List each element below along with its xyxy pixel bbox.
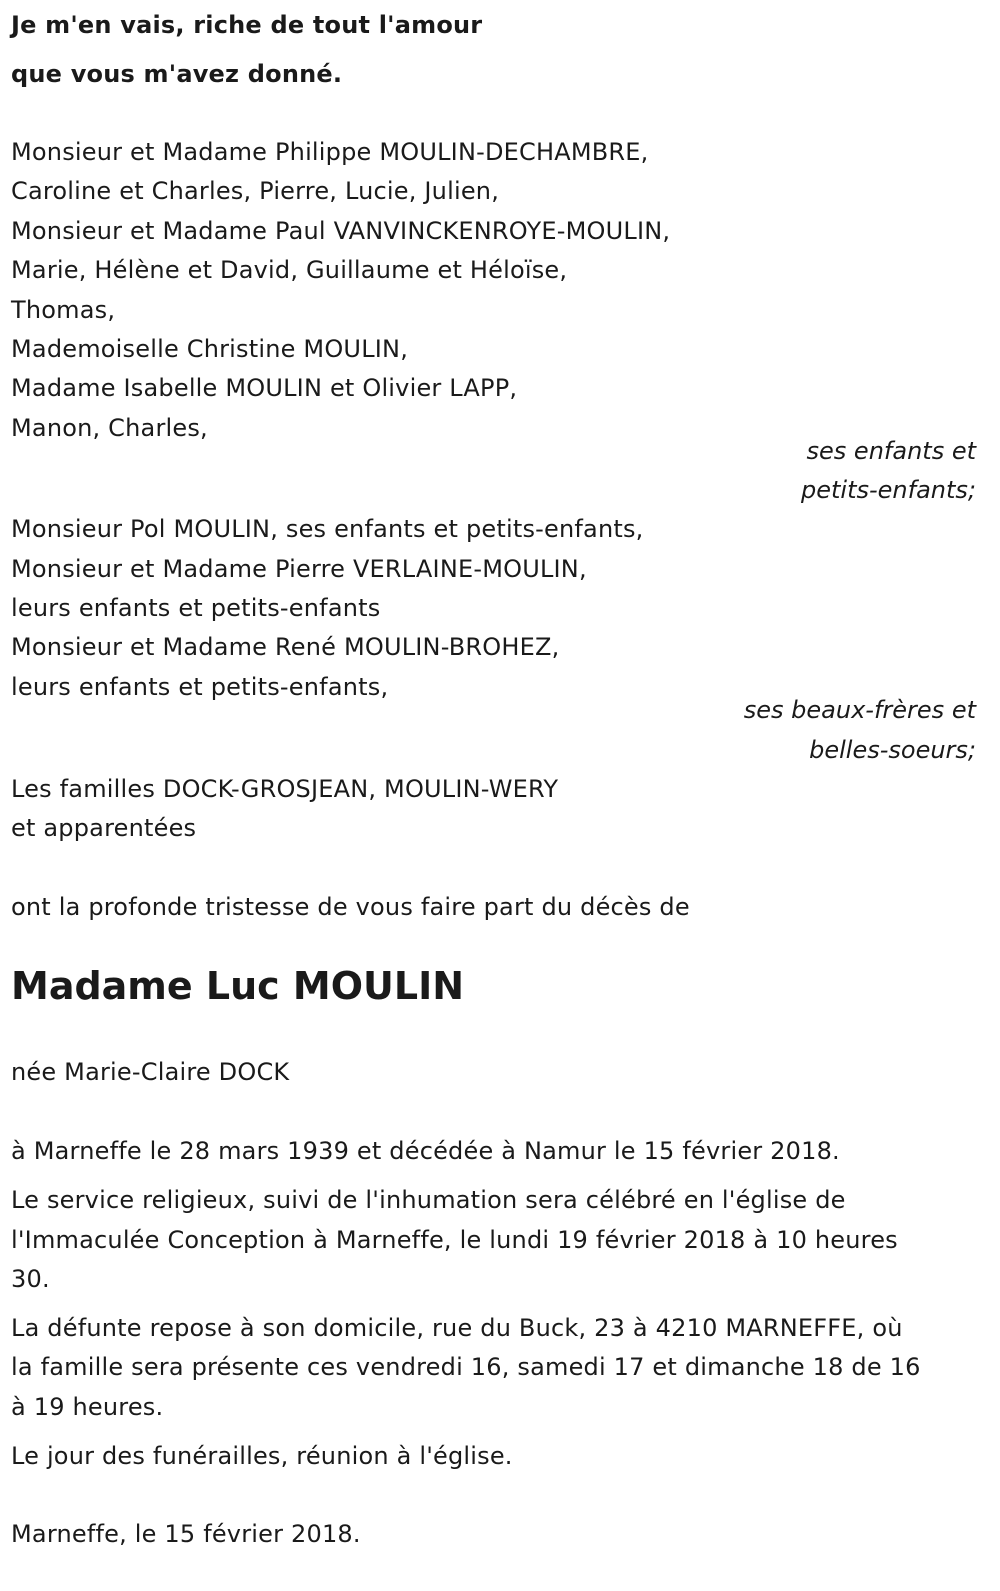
family-line: Monsieur et Madame Pierre VERLAINE-MOULIN,	[11, 555, 587, 583]
place-date: Marneffe, le 15 février 2018.	[11, 1520, 361, 1548]
birth-death-dates: à Marneffe le 28 mars 1939 et décédée à Namur le 15 février 2018.	[11, 1137, 840, 1165]
family-line: Monsieur et Madame René MOULIN-BROHEZ,	[11, 633, 560, 661]
motto-line-1: Je m'en vais, riche de tout l'amour	[11, 11, 483, 39]
relation-label: petits-enfants;	[801, 476, 976, 504]
deceased-name: Madame Luc MOULIN	[11, 964, 465, 1008]
family-line: Les familles DOCK-GROSJEAN, MOULIN-WERY	[11, 775, 559, 803]
family-line: Caroline et Charles, Pierre, Lucie, Julien,	[11, 177, 500, 205]
family-line: et apparentées	[11, 814, 197, 842]
relation-label: ses enfants et	[806, 437, 976, 465]
wake-line: La défunte repose à son domicile, rue du Buck, 23 à 4210 MARNEFFE, où	[11, 1314, 903, 1342]
relation-label: belles-soeurs;	[809, 736, 976, 764]
family-line: Marie, Hélène et David, Guillaume et Héloïse,	[11, 256, 568, 284]
funeral-day-note: Le jour des funérailles, réunion à l'église.	[11, 1442, 513, 1470]
family-line: Monsieur Pol MOULIN, ses enfants et petits-enfants,	[11, 515, 644, 543]
service-line: l'Immaculée Conception à Marneffe, le lundi 19 février 2018 à 10 heures	[11, 1226, 898, 1254]
announcement-text: ont la profonde tristesse de vous faire part du décès de	[11, 893, 690, 921]
family-line: Mademoiselle Christine MOULIN,	[11, 335, 409, 363]
wake-line: à 19 heures.	[11, 1393, 164, 1421]
wake-line: la famille sera présente ces vendredi 16, samedi 17 et dimanche 18 de 16	[11, 1353, 921, 1381]
relation-label: ses beaux-frères et	[743, 696, 976, 724]
service-line: 30.	[11, 1265, 50, 1293]
maiden-name: née Marie-Claire DOCK	[11, 1058, 290, 1086]
family-line: Monsieur et Madame Philippe MOULIN-DECHAMBRE,	[11, 138, 649, 166]
service-line: Le service religieux, suivi de l'inhumation sera célébré en l'église de	[11, 1186, 846, 1214]
family-line: leurs enfants et petits-enfants	[11, 594, 381, 622]
family-line: Monsieur et Madame Paul VANVINCKENROYE-MOULIN,	[11, 217, 671, 245]
motto-line-2: que vous m'avez donné.	[11, 60, 343, 88]
family-line: Madame Isabelle MOULIN et Olivier LAPP,	[11, 374, 518, 402]
family-line: leurs enfants et petits-enfants,	[11, 673, 389, 701]
family-line: Thomas,	[11, 296, 116, 324]
family-line: Manon, Charles,	[11, 414, 208, 442]
